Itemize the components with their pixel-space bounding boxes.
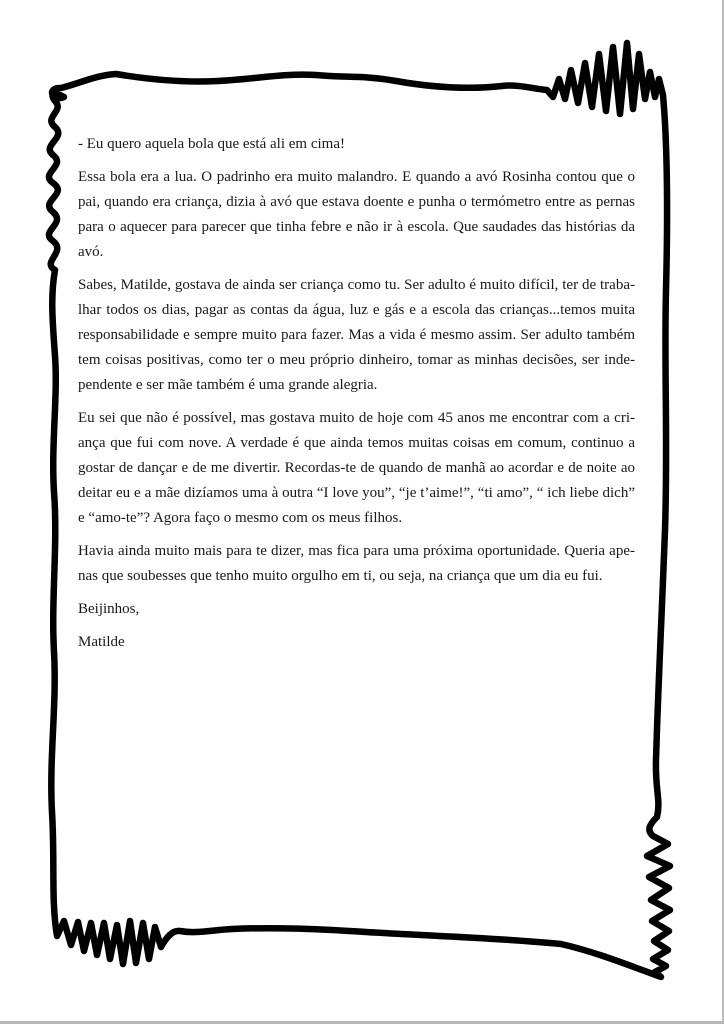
letter-signature: Matilde xyxy=(78,634,125,650)
letter-closing: Beijinhos, xyxy=(78,601,140,617)
letter-opening-line: - Eu quero aquela bola que está ali em cima! xyxy=(78,136,345,152)
letter-body xyxy=(78,132,635,663)
letter-paragraph: Essa bola era a lua. O padrinho era muito malandro. E quando a avó Rosinha contou que o pai, quando era criança, dizia à avó que estava doente e punha o termómetro entre as pernas para o aquecer para parecer que tinha febre e não ir à escola. Que saudades das histórias da avó. xyxy=(78,169,635,260)
letter-paragraph: Sabes, Matilde, gostava de ainda ser criança como tu. Ser adulto é muito difícil, ter de trabalhar todos os dias, pagar as contas da água, luz e gás e a escola das crianças...temos muita responsabilidade e sempre muito para fazer. Mas a vida é mesmo assim. Ser adulto também tem coisas positivas, como ter o meu próprio dinheiro, tomar as minhas decisões, ser independente e ser mãe também é uma grande alegria. xyxy=(78,277,635,393)
letter-paragraph: Eu sei que não é possível, mas gostava muito de hoje com 45 anos me encontrar com a criança que fui com nove. A verdade é que ainda temos muitas coisas em comum, continuo a gostar de dançar e de me divertir. Recordas-te de quando de manhã ao acordar e de noite ao deitar eu e a mãe dizíamos uma à outra “I love you”, “je t’aime!”, “ti amo”, “ ich liebe dich” e “amo-te”? Agora faço o mesmo com os meus filhos. xyxy=(78,410,635,526)
letter-paragraph: Havia ainda muito mais para te dizer, mas fica para uma próxima oportunidade. Queria apenas que soubesses que tenho muito orgulho em ti, ou seja, na criança que um dia eu fui. xyxy=(78,543,635,584)
